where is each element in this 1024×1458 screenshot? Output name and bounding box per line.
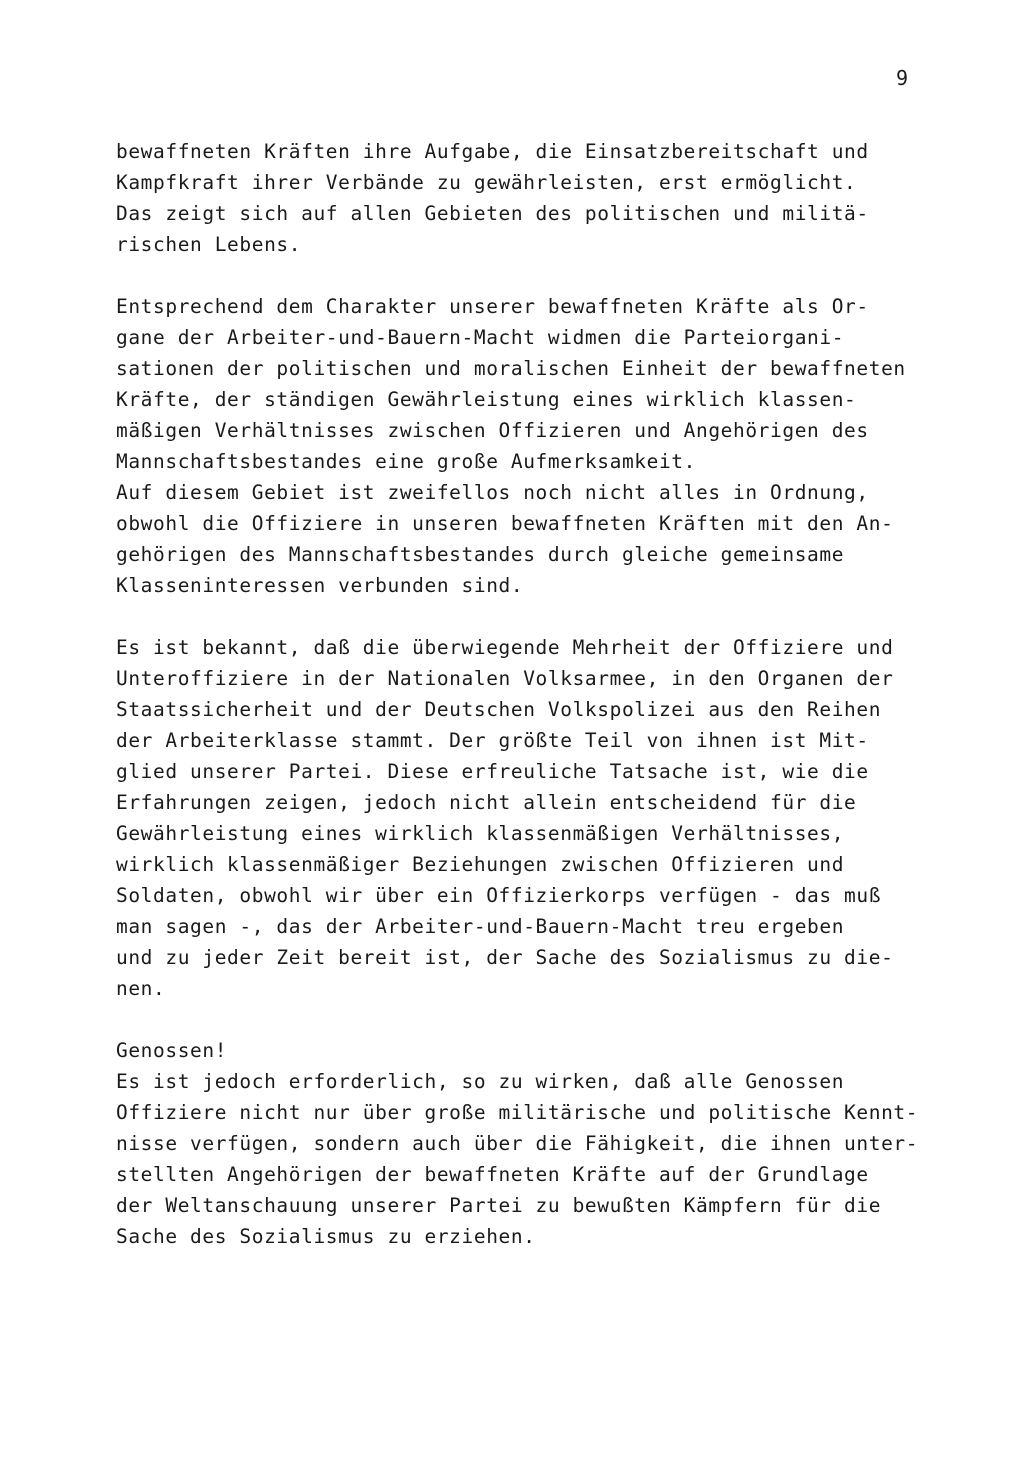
text-line: gehörigen des Mannschaftsbestandes durch gleiche gemeinsame (116, 543, 845, 566)
text-line: gane der Arbeiter-und-Bauern-Macht widmen die Parteiorgani- (116, 326, 845, 349)
paragraph-3 (116, 632, 946, 1004)
paragraph-4 (116, 1035, 946, 1252)
text-line: Staatssicherheit und der Deutschen Volkspolizei aus den Reihen (116, 698, 882, 721)
text-line: der Arbeiterklasse stammt. Der größte Teil von ihnen ist Mit- (116, 729, 869, 752)
text-line: rischen Lebens. (116, 233, 302, 256)
text-line: Genossen! (116, 1039, 228, 1062)
text-line: obwohl die Offiziere in unseren bewaffneten Kräften mit den An- (116, 512, 894, 535)
text-line: Sache des Sozialismus zu erziehen. (116, 1225, 536, 1248)
text-line: glied unserer Partei. Diese erfreuliche Tatsache ist, wie die (116, 760, 869, 783)
text-line: stellten Angehörigen der bewaffneten Kräfte auf der Grundlage (116, 1163, 869, 1186)
text-line: Offiziere nicht nur über große militärische und politische Kennt- (116, 1101, 919, 1124)
text-line: nisse verfügen, sondern auch über die Fähigkeit, die ihnen unter- (116, 1132, 919, 1155)
text-line: Mannschaftsbestandes eine große Aufmerksamkeit. (116, 450, 696, 473)
text-line: wirklich klassenmäßiger Beziehungen zwischen Offizieren und (116, 853, 845, 876)
paragraph-1 (116, 136, 946, 260)
text-line: Kampfkraft ihrer Verbände zu gewährleisten, erst ermöglicht. (116, 171, 857, 194)
text-line: Auf diesem Gebiet ist zweifellos noch nicht alles in Ordnung, (116, 481, 869, 504)
text-line: Erfahrungen zeigen, jedoch nicht allein entscheidend für die (116, 791, 857, 814)
text-line: Es ist jedoch erforderlich, so zu wirken, daß alle Genossen (116, 1070, 845, 1093)
text-line: nen. (116, 977, 166, 1000)
text-line: Unteroffiziere in der Nationalen Volksarmee, in den Organen der (116, 667, 894, 690)
page-number: 9 (896, 66, 909, 90)
paragraph-2 (116, 291, 946, 601)
text-line: Klasseninteressen verbunden sind. (116, 574, 524, 597)
text-line: sationen der politischen und moralischen Einheit der bewaffneten (116, 357, 906, 380)
text-line: Das zeigt sich auf allen Gebieten des politischen und militä- (116, 202, 869, 225)
body-text (116, 136, 946, 1252)
paragraph-gap (116, 601, 946, 632)
text-line: Soldaten, obwohl wir über ein Offizierkorps verfügen - das muß (116, 884, 882, 907)
paragraph-gap (116, 1004, 946, 1035)
text-line: der Weltanschauung unserer Partei zu bewußten Kämpfern für die (116, 1194, 882, 1217)
text-line: Gewährleistung eines wirklich klassenmäßigen Verhältnisses, (116, 822, 845, 845)
paragraph-gap (116, 260, 946, 291)
text-line: mäßigen Verhältnisses zwischen Offizieren und Angehörigen des (116, 419, 869, 442)
text-line: bewaffneten Kräften ihre Aufgabe, die Einsatzbereitschaft und (116, 140, 869, 163)
text-line: man sagen -, das der Arbeiter-und-Bauern-Macht treu ergeben (116, 915, 845, 938)
text-line: und zu jeder Zeit bereit ist, der Sache des Sozialismus zu die- (116, 946, 894, 969)
text-line: Es ist bekannt, daß die überwiegende Mehrheit der Offiziere und (116, 636, 894, 659)
text-line: Kräfte, der ständigen Gewährleistung eines wirklich klassen- (116, 388, 857, 411)
text-line: Entsprechend dem Charakter unserer bewaffneten Kräfte als Or- (116, 295, 869, 318)
